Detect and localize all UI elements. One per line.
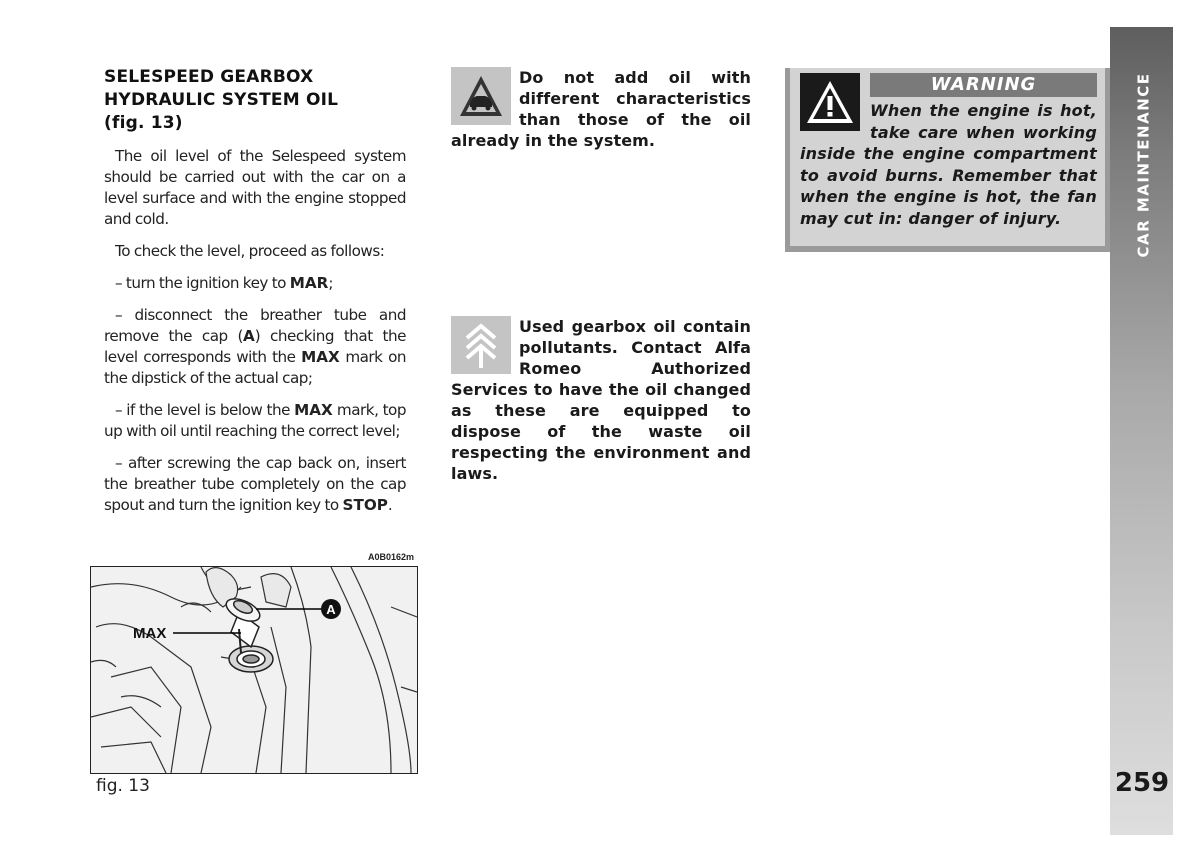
warning-title: WARNING <box>870 73 1097 97</box>
warning-triangle-icon <box>800 73 860 131</box>
warning-text: When the engine is hot, take care when working inside the engine compartment to avoid burns. Remember that when the engine is hot, the fan may cut in: danger of injury. <box>800 101 1097 228</box>
note-2-text: Used gearbox oil contain pollutants. Contact Alfa Romeo Authorized Services to have the oil changed as these are equipped to dispose of the waste oil respecting the environment and laws. <box>451 317 751 483</box>
figure-caption: fig. 13 <box>96 776 150 796</box>
section-name: CAR MAINTENANCE <box>1134 72 1153 258</box>
warning-box <box>790 68 1105 246</box>
heading-line-1: SELESPEED GEARBOX <box>104 67 314 87</box>
step-top-up: – if the level is below the MAX mark, top up with oil until reaching the correct level; <box>104 401 406 440</box>
page-number: 259 <box>1114 768 1170 798</box>
section-tab-label <box>1120 55 1166 275</box>
note-1-text: Do not add oil with different characteristics than those of the oil already in the system. <box>451 68 751 150</box>
heading-line-3: (fig. 13) <box>104 113 183 133</box>
paragraph-intro: The oil level of the Selespeed system should be carried out with the car on a level surface and with the engine stopped and cold. <box>104 147 406 228</box>
heading-line-2: HYDRAULIC SYSTEM OIL <box>104 90 339 110</box>
car-on-road-icon <box>451 67 511 125</box>
engine-figure <box>90 566 418 774</box>
step-ignition-stop: – after screwing the cap back on, insert the breather tube completely on the cap spout and turn the ignition key to STOP. <box>104 454 406 514</box>
paragraph-proceed: To check the level, proceed as follows: <box>115 242 385 260</box>
max-label: MAX <box>133 625 167 642</box>
step-ignition-mar: – turn the ignition key to MAR; <box>115 274 333 292</box>
callout-a-label: A <box>326 602 336 617</box>
note-oil-characteristics <box>451 67 751 151</box>
engine-illustration <box>91 567 417 773</box>
section-heading <box>104 66 414 135</box>
note-used-oil <box>451 316 751 484</box>
step-remove-cap: – disconnect the breather tube and remove the cap (A) checking that the level corresponds with the MAX mark on the dipstick of the actual cap; <box>104 306 406 387</box>
figure-code: A0B0162m <box>368 552 415 562</box>
environment-icon <box>451 316 511 374</box>
body-text <box>104 146 406 527</box>
